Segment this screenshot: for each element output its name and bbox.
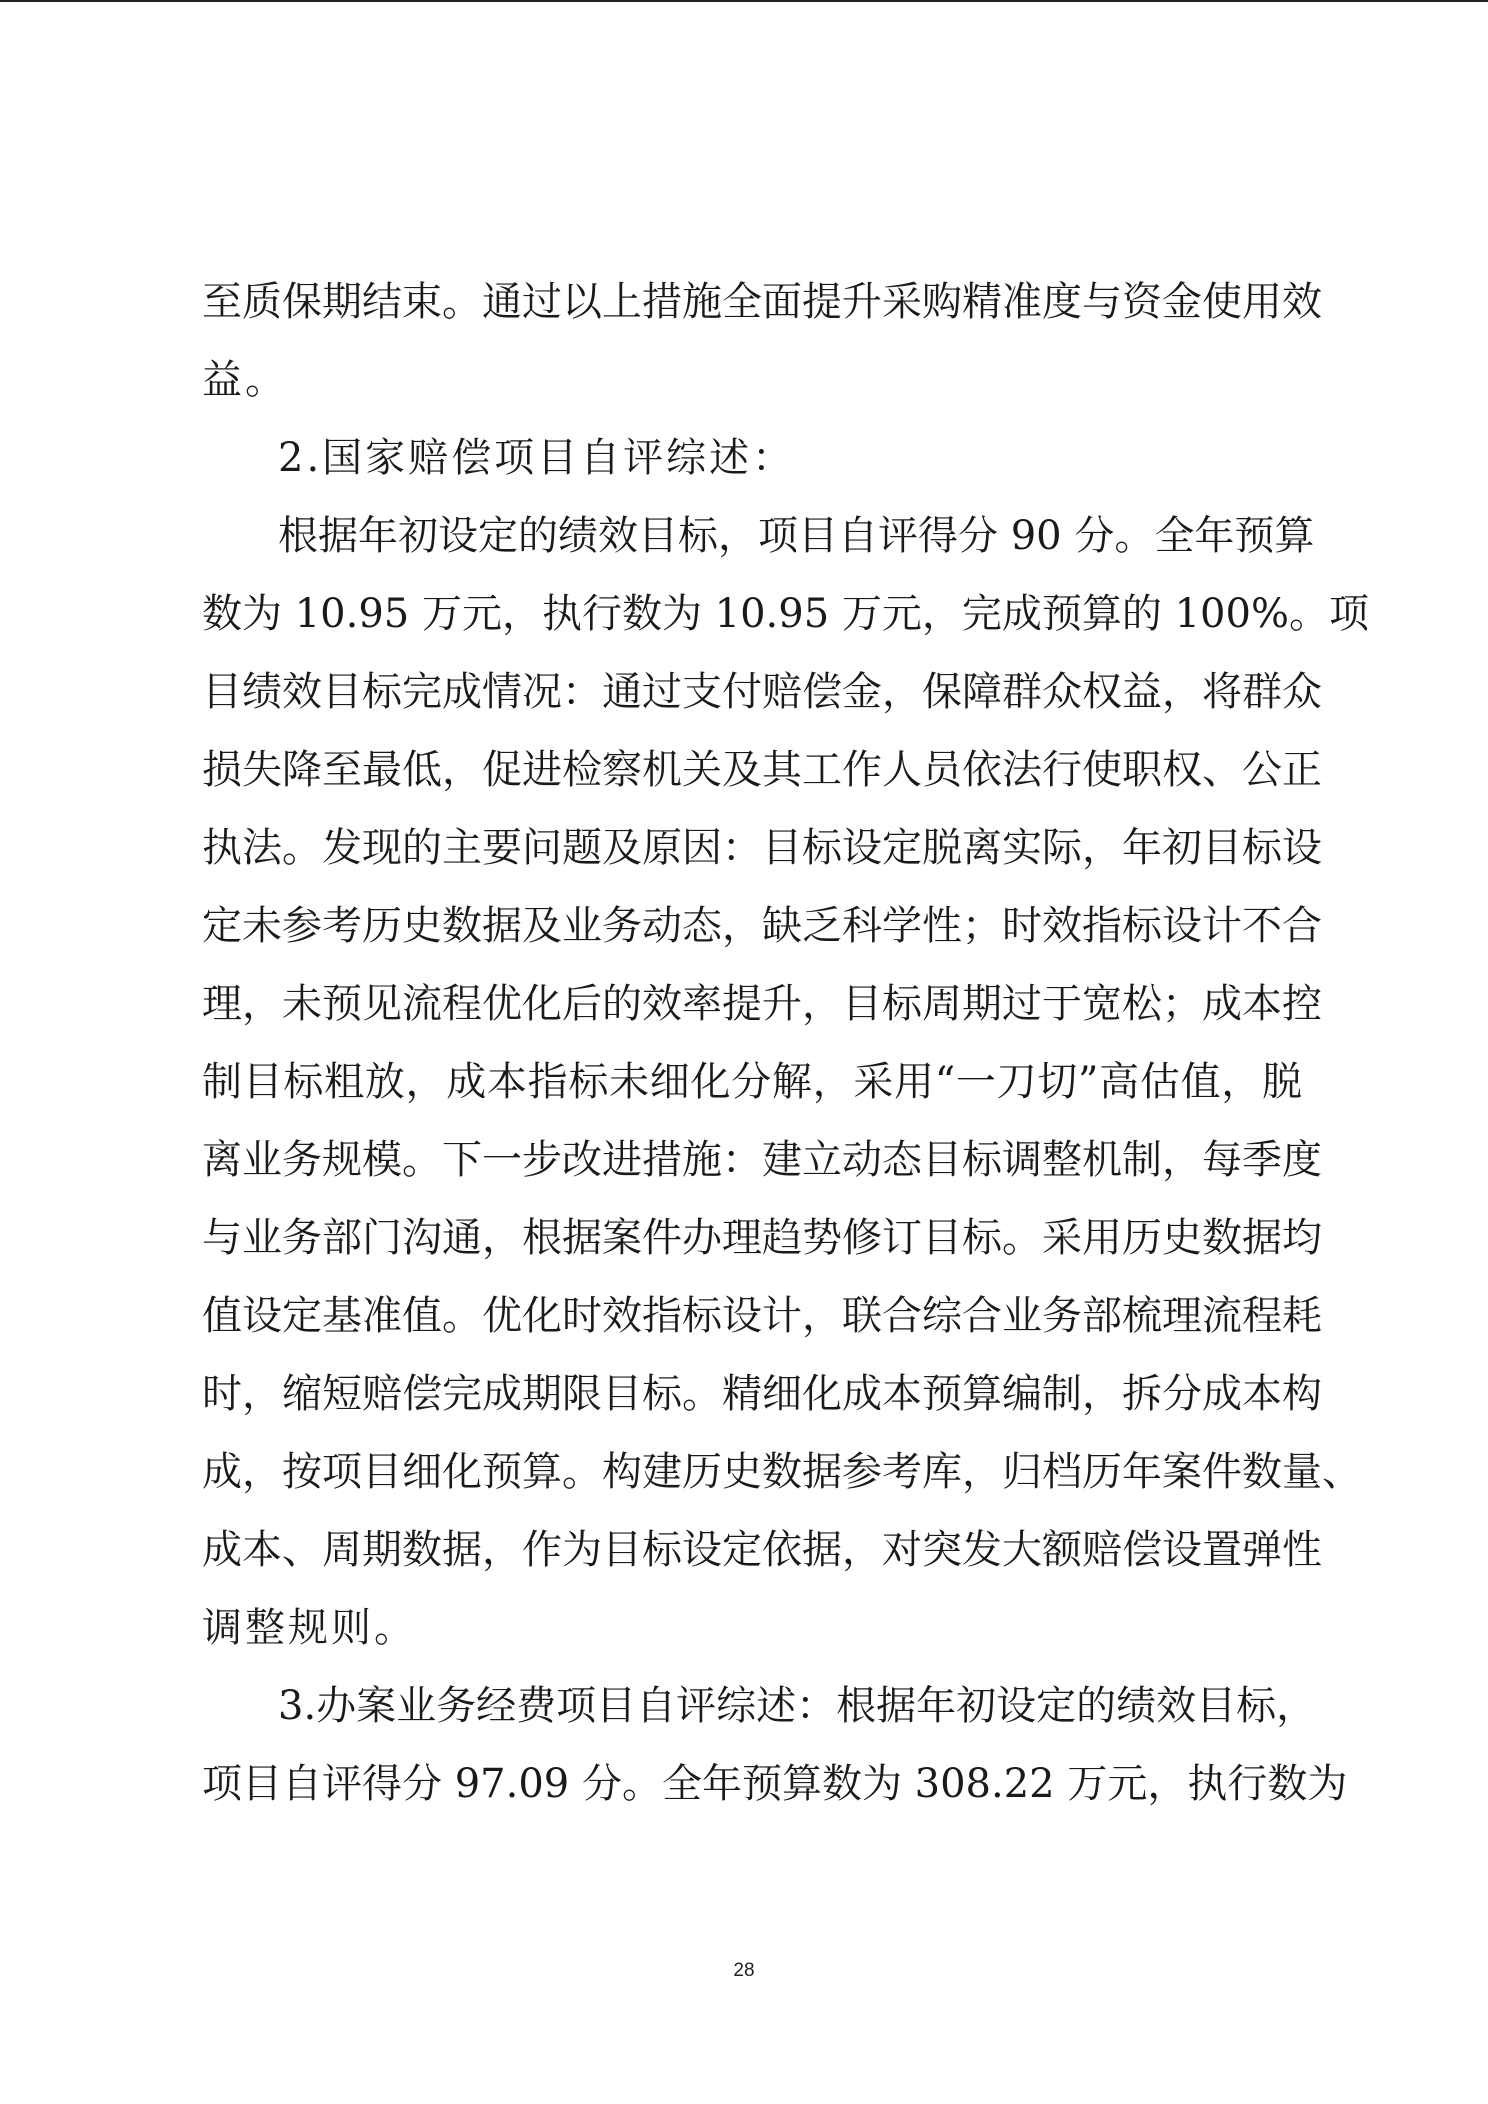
text-line: 根据年初设定的绩效目标，项目自评得分 90 分。全年预算 [278,513,1315,559]
text-line: 数为 10.95 万元，执行数为 10.95 万元，完成预算的 100%。项 [202,591,1369,637]
text-line: 损失降至最低，促进检察机关及其工作人员依法行使职权、公正 [202,747,1322,793]
text-line: 定未参考历史数据及业务动态，缺乏科学性；时效指标设计不合 [202,903,1322,949]
top-border-rule [0,0,1488,2]
text-line: 成，按项目细化预算。构建历史数据参考库，归档历年案件数量、 [202,1449,1362,1495]
section-heading: 3.办案业务经费项目自评综述：根据年初设定的绩效目标， [278,1683,1317,1729]
text-line: 目绩效目标完成情况：通过支付赔偿金，保障群众权益，将群众 [202,669,1322,715]
text-line: 离业务规模。下一步改进措施：建立动态目标调整机制，每季度 [202,1137,1322,1183]
text-line: 值设定基准值。优化时效指标设计，联合综合业务部梳理流程耗 [202,1293,1322,1339]
page-number: 28 [733,1960,755,1981]
text-line: 至质保期结束。通过以上措施全面提升采购精准度与资金使用效 [202,279,1322,325]
text-line: 项目自评得分 97.09 分。全年预算数为 308.22 万元，执行数为 [202,1761,1348,1807]
text-line: 制目标粗放，成本指标未细化分解，采用“一刀切”高估值，脱 [202,1059,1302,1105]
text-line: 理，未预见流程优化后的效率提升，目标周期过于宽松；成本控 [202,981,1322,1027]
text-line: 时，缩短赔偿完成期限目标。精细化成本预算编制，拆分成本构 [202,1371,1322,1417]
section-heading: 2.国家赔偿项目自评综述： [278,435,796,481]
text-line: 调整规则。 [202,1605,417,1651]
text-line: 益。 [202,357,288,403]
text-line: 与业务部门沟通，根据案件办理趋势修订目标。采用历史数据均 [202,1215,1322,1261]
text-line: 成本、周期数据，作为目标设定依据，对突发大额赔偿设置弹性 [202,1527,1322,1573]
document-body [202,263,1369,1823]
text-line: 执法。发现的主要问题及原因：目标设定脱离实际，年初目标设 [202,825,1322,871]
